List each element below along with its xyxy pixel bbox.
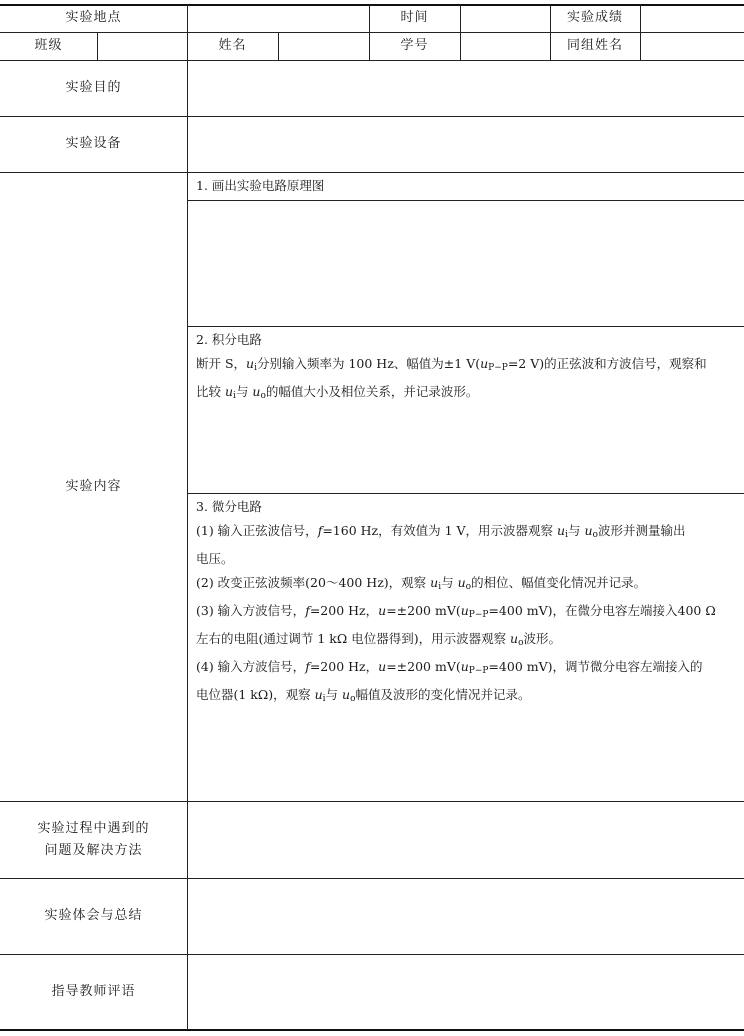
text: =200 Hz， — [309, 659, 379, 674]
text: 与 — [441, 575, 458, 590]
teacher-comment-field[interactable] — [188, 955, 744, 1029]
text: 比较 — [196, 384, 225, 399]
text: =±200 mV( — [386, 603, 461, 618]
subscript-o: o — [518, 638, 524, 648]
symbol-u: u — [314, 687, 323, 702]
text: 断开 S， — [196, 356, 247, 371]
problems-label — [0, 801, 187, 878]
score-field[interactable] — [641, 4, 744, 32]
symbol-u: u — [584, 523, 593, 538]
symbol-u: u — [378, 659, 387, 674]
section-3-item-2 — [196, 571, 738, 599]
text: 与 — [567, 523, 585, 538]
symbol-f: f — [305, 603, 310, 618]
text: 波形并测量输出 — [597, 523, 686, 538]
equipment-field[interactable] — [188, 117, 744, 172]
text: (3) 输入方波信号， — [196, 603, 306, 618]
symbol-u: u — [557, 523, 566, 538]
row-line — [187, 326, 744, 327]
text: 电位器(1 kΩ)，观察 — [196, 687, 315, 702]
group-members-field[interactable] — [641, 32, 744, 60]
name-label: 姓名 — [218, 38, 247, 53]
problems-label-line1: 实验过程中遇到的 — [37, 820, 150, 836]
text: =±200 mV( — [386, 659, 461, 674]
symbol-u: u — [457, 575, 466, 590]
symbol-u: u — [460, 659, 469, 674]
text: (2) 改变正弦波频率(20～400 Hz)，观察 — [196, 575, 431, 590]
summary-label: 实验体会与总结 — [44, 908, 143, 923]
experiment-report-form — [0, 4, 744, 1032]
section-circuit-diagram — [196, 174, 738, 198]
symbol-u: u — [246, 356, 255, 371]
symbol-u: u — [224, 384, 234, 399]
text: 与 — [325, 687, 343, 702]
score-label: 实验成绩 — [566, 10, 623, 25]
section-3-item-3 — [196, 599, 738, 655]
symbol-f: f — [305, 659, 310, 674]
text: =400 mV)，在微分电容左端接入400 Ω — [488, 603, 716, 618]
content-label: 实验内容 — [65, 478, 122, 494]
symbol-u: u — [430, 575, 439, 590]
text: (1) 输入正弦波信号， — [196, 523, 318, 538]
location-label: 实验地点 — [65, 10, 122, 25]
subscript-o: o — [465, 582, 472, 592]
text: =160 Hz，有效值为 1 V，用示波器观察 — [322, 523, 558, 538]
section-3-title: 3. 微分电路 — [196, 499, 262, 514]
purpose-label: 实验目的 — [65, 80, 122, 95]
subscript-o: o — [592, 530, 598, 540]
text: 波形。 — [523, 631, 562, 646]
text: 分别输入频率为 100 Hz、幅值为±1 V( — [257, 356, 481, 371]
section-integrator — [196, 328, 738, 408]
subscript-o: o — [260, 391, 266, 401]
text: 幅值及波形的变化情况并记录。 — [355, 687, 531, 702]
section-differentiator — [196, 495, 738, 711]
subscript-i: i — [322, 694, 326, 704]
subscript-o: o — [350, 694, 356, 704]
symbol-u: u — [510, 631, 519, 646]
text: =200 Hz， — [309, 603, 379, 618]
summary-field[interactable] — [188, 879, 744, 954]
problems-label-line2: 问题及解决方法 — [44, 842, 143, 858]
time-label: 时间 — [400, 10, 429, 25]
symbol-u: u — [378, 603, 387, 618]
subscript-pp: P−P — [488, 363, 508, 373]
subscript-pp: P−P — [468, 610, 489, 620]
group-members-label: 同组姓名 — [566, 38, 623, 53]
equipment-label: 实验设备 — [65, 136, 122, 151]
class-field[interactable] — [98, 32, 187, 60]
symbol-u: u — [460, 603, 469, 618]
section-3-item-1 — [196, 519, 738, 571]
name-field[interactable] — [279, 32, 369, 60]
text: =2 V)的正弦波和方波信号，观察和 — [507, 356, 707, 371]
subscript-i: i — [233, 391, 236, 401]
text: =400 mV)，调节微分电容左端接入的 — [488, 659, 703, 674]
text: (4) 输入方波信号， — [196, 659, 306, 674]
text: 与 — [235, 384, 253, 399]
symbol-u: u — [252, 384, 261, 399]
subscript-pp: P−P — [468, 666, 489, 676]
text: 电压。 — [196, 551, 234, 566]
subscript-i: i — [254, 363, 257, 373]
section-2-line-1 — [196, 352, 738, 380]
section-3-item-4 — [196, 655, 738, 711]
section-2-line-2 — [196, 380, 738, 408]
text: 左右的电阻(通过调节 1 kΩ 电位器得到)，用示波器观察 — [196, 631, 511, 646]
symbol-u: u — [480, 356, 489, 371]
text: 的幅值大小及相位关系，并记录波形。 — [265, 384, 479, 399]
student-id-label: 学号 — [400, 38, 429, 53]
class-label: 班级 — [34, 38, 63, 53]
symbol-f: f — [317, 523, 323, 538]
student-id-field[interactable] — [461, 32, 550, 60]
subscript-i: i — [565, 530, 568, 540]
circuit-diagram-area[interactable] — [188, 201, 744, 326]
section-1-title: 1. 画出实验电路原理图 — [196, 178, 325, 193]
bottom-border — [0, 1029, 744, 1031]
time-field[interactable] — [461, 4, 550, 32]
teacher-comment-label: 指导教师评语 — [51, 983, 136, 999]
purpose-field[interactable] — [188, 61, 744, 116]
subscript-i: i — [438, 582, 442, 592]
symbol-u: u — [342, 687, 351, 702]
location-field[interactable] — [188, 4, 369, 32]
section-2-title: 2. 积分电路 — [196, 332, 262, 347]
text: 的相位、幅值变化情况并记录。 — [471, 575, 647, 590]
problems-field[interactable] — [188, 802, 744, 878]
row-line — [187, 493, 744, 494]
